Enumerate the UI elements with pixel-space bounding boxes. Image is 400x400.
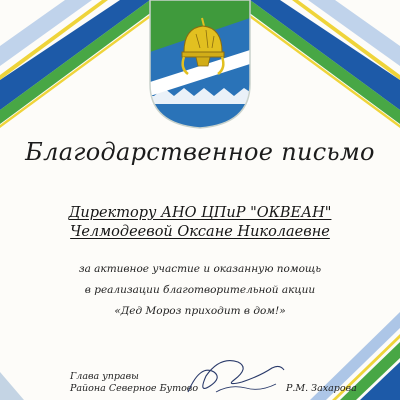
coat-of-arms-emblem [140,0,260,130]
body-line-2: в реализации благотворительной акции [84,284,316,296]
recipient-line-1: Директору АНО ЦПиР "ОКВЕАН" [68,205,332,221]
document-title: Благодарственное письмо [25,138,375,166]
signatory-position-line-1: Глава управы [70,371,139,382]
body-line-3: «Дед Мороз приходит в дом!» [114,305,286,317]
recipient-line-2: Челмодеевой Оксане Николаевне [70,224,330,240]
signatory-name: Р.М. Захарова [286,383,357,394]
signatory-position-line-2: Района Северное Бутово [70,383,199,394]
body-line-1: за активное участие и оказанную помощь [78,263,322,275]
handwritten-signature [180,352,290,400]
